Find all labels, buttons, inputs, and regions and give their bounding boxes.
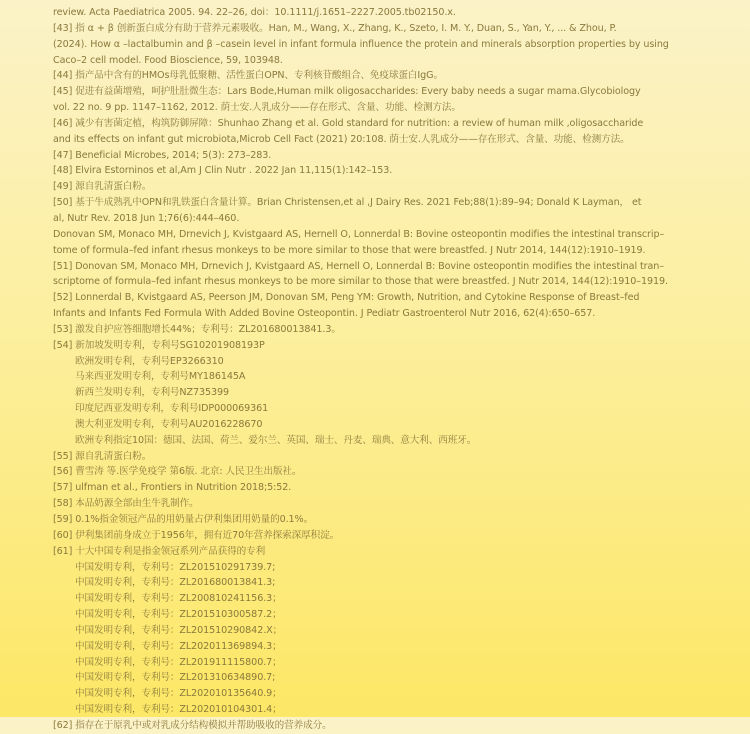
reference-line: [51] Donovan SM, Monaco MH, Drnevich J, Kvistgaard AS, Hernell O, Lonnerdal B: Bovine osteopontin modifies the intestinal tran– [53,260,664,272]
reference-subline: 欧洲发明专利，专利号EP3266310 [75,355,224,367]
reference-subline: 中国发明专利，专利号：ZL201510291739.7; [75,561,276,573]
reference-subline: 中国发明专利，专利号：ZL201510290842.X； [75,624,283,636]
reference-line: [54] 新加坡发明专利，专利号SG10201908193P [53,339,265,351]
reference-line: Caco–2 cell model. Food Bioscience, 59, 103948. [53,54,283,66]
reference-line: and its effects on infant gut microbiota,Microb Cell Fact (2021) 20:108. 荫士安.人乳成分——存在形式、含量、功能、检测方法。 [53,133,630,145]
reference-line: tome of formula–fed infant rhesus monkeys to be more similar to those that were breastfed. J Nutr 2014, 144(12):1910–1919. [53,244,646,256]
reference-line: vol. 22 no. 9 pp. 1147–1162, 2012. 荫士安.人乳成分——存在形式、含量、功能、检测方法。 [53,102,461,114]
reference-line: [61] 十大中国专利是指金领冠系列产品获得的专利 [53,545,266,557]
reference-line: [50] 基于牛成熟乳中OPN和乳铁蛋白含量计算。Brian Christensen,et al ,J Dairy Res. 2021 Feb;88(1):89–94; Donald K Layman， et [53,197,642,209]
reference-line: [55] 源自乳清蛋白粉。 [53,450,152,462]
reference-subline: 欧洲专利指定10国：德国、法国、荷兰、爱尔兰、英国、瑞士、丹麦、瑞典、意大利、西班牙。 [75,434,477,446]
reference-line: Donovan SM, Monaco MH, Drnevich J, Kvistgaard AS, Hernell O, Lonnerdal B: Bovine osteopontin modifies the intestinal transcrip– [53,228,665,240]
reference-line: [47] Beneficial Microbes, 2014; 5(3): 273–283. [53,149,272,161]
reference-line: [43] 指 α + β 创新蛋白成分有助于营养元素吸收。Han, M., Wang, X., Zhang, K., Szeto, I. M. Y., Duan, S., Yan, Y., ... & Zhou, P. [53,22,617,34]
reference-subline: 中国发明专利，专利号：ZL202011369894.3； [75,640,282,652]
reference-line: [52] Lonnerdal B, Kvistgaard AS, Peerson JM, Donovan SM, Peng YM: Growth, Nutrition, and Cytokine Response of Breast–fed [53,292,640,304]
reference-line: [62] 指存在于原乳中或对乳成分结构模拟并帮助吸收的营养成分。 [53,719,332,731]
reference-subline: 新西兰发明专利，专利号NZ735399 [75,387,230,399]
reference-subline: 中国发明专利，专利号：ZL201310634890.7; [75,672,276,684]
reference-line: [58] 本品奶源全部由生牛乳制作。 [53,498,199,510]
reference-line: review. Acta Paediatrica 2005. 94. 22–26, doi：10.1111/j.1651–2227.2005.tb02150.x. [53,7,456,18]
reference-line: [46] 减少有害菌定植，构筑防御屏障：Shunhao Zhang et al. Gold standard for nutrition: a review of human milk ,oligosaccharide [53,117,644,129]
reference-subline: 中国发明专利，专利号：ZL202010104301.4； [75,704,282,716]
reference-subline: 马来西亚发明专利，专利号MY186145A [75,371,246,383]
reference-line: [56] 曹雪涛 等.医学免疫学 第6版. 北京: 人民卫生出版社。 [53,466,302,478]
reference-line: (2024). How α –lactalbumin and β –casein level in infant formula influence the protein and minerals absorption properties by using [53,38,669,50]
reference-line: [59] 0.1%指金领冠产品的用奶量占伊利集团用奶量的0.1%。 [53,514,314,525]
reference-line: [57] ulfman et al., Frontiers in Nutrition 2018;5:52. [53,482,292,494]
reference-line: [48] Elvira Estorninos et al,Am J Clin Nutr . 2022 Jan 11,115(1):142–153. [53,165,393,177]
reference-line: scriptome of formula–fed infant rhesus monkeys to be more similar to those that were breastfed. J Nutr 2014, 144(12):1910–1919. [53,276,668,288]
reference-line: al, Nutr Rev. 2018 Jun 1;76(6):444–460. [53,212,240,224]
reference-line: [45] 促进有益菌增殖，呵护肚肚微生态：Lars Bode,Human milk oligosaccharides: Every baby needs a sugar mama.Glycobiology [53,86,641,98]
reference-line: Infants and Infants Fed Formula With Added Bovine Osteopontin. J Pediatr Gastroenterol Nutr 2016, 62(4):650–657. [53,308,596,320]
references-list [53,5,738,734]
reference-subline: 中国发明专利，专利号：ZL201911115800.7； [75,656,282,668]
reference-subline: 中国发明专利，专利号：ZL201680013841.3; [75,577,276,589]
reference-line: [60] 伊利集团前身成立于1956年，拥有近70年营养探索深厚积淀。 [53,529,340,541]
reference-subline: 中国发明专利，专利号：ZL200810241156.3； [75,593,282,605]
reference-subline: 澳大利亚发明专利，专利号AU2016228670 [75,418,263,430]
reference-subline: 中国发明专利，专利号：ZL201510300587.2； [75,609,282,621]
reference-subline: 中国发明专利，专利号：ZL202010135640.9； [75,688,282,700]
reference-line: [49] 源自乳清蛋白粉。 [53,181,152,193]
reference-line: [44] 指产品中含有的HMOs母乳低聚糖、活性蛋白OPN、专利核苷酸组合、免疫球蛋白IgG。 [53,70,443,82]
reference-line: [53] 激发自护应答细胞增长44%；专利号：ZL201680013841.3。 [53,323,341,335]
reference-subline: 印度尼西亚发明专利，专利号IDP000069361 [75,403,269,415]
